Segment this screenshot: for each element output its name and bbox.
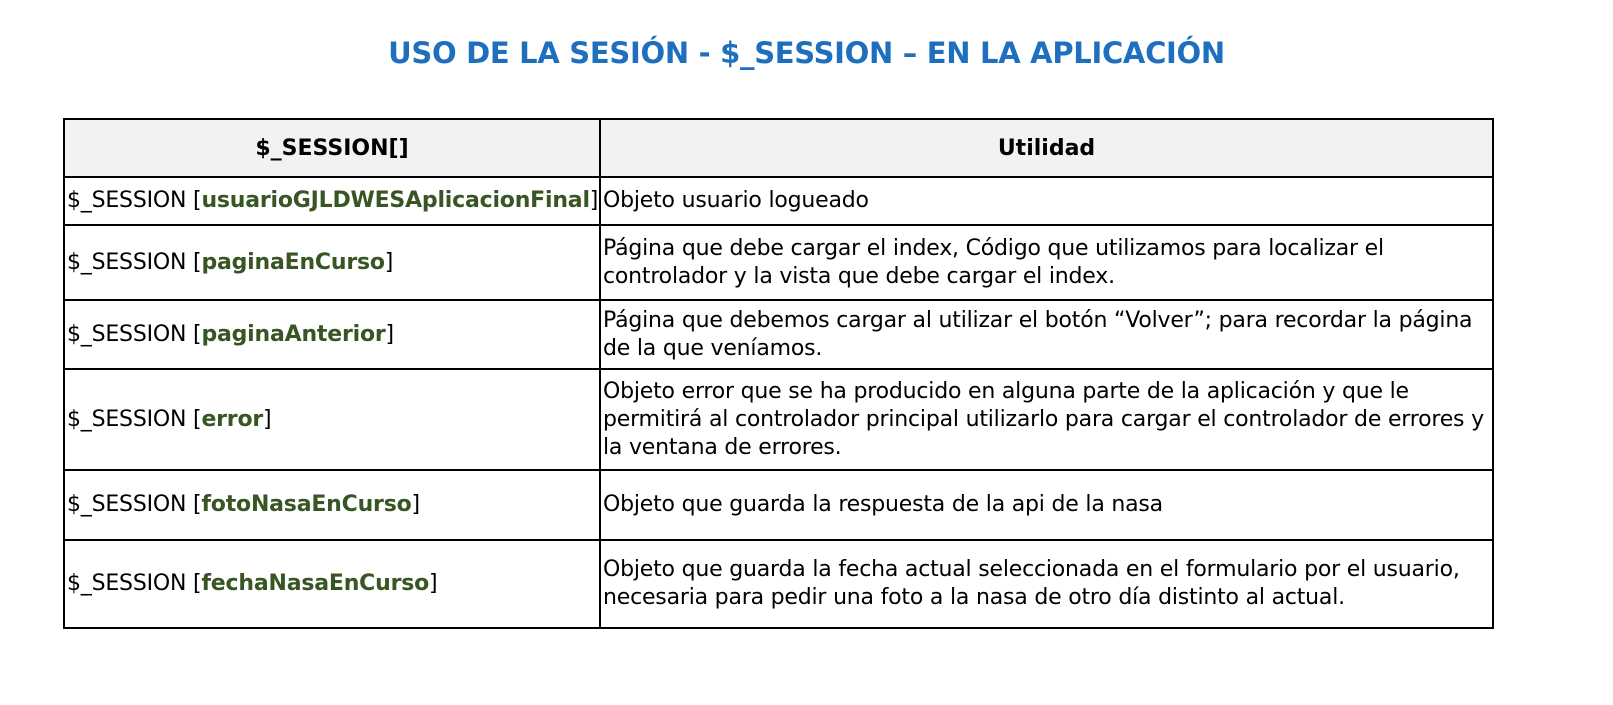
table-row — [64, 470, 1493, 540]
session-suffix: ] — [429, 571, 438, 596]
session-key-name: paginaEnCurso — [201, 249, 385, 275]
session-key-name: fechaNasaEnCurso — [201, 571, 430, 596]
session-key-name: fotoNasaEnCurso — [201, 492, 412, 517]
page-title: USO DE LA SESIÓN - $_SESSION – EN LA APLICACIÓN — [388, 36, 1225, 70]
session-key-name: paginaAnterior — [201, 321, 386, 347]
session-key-cell — [64, 300, 600, 369]
session-prefix: $_SESSION [ — [67, 406, 202, 432]
session-prefix: $_SESSION [ — [67, 492, 202, 517]
header-session-key: $_SESSION[] — [64, 119, 600, 177]
table-row — [64, 369, 1493, 470]
utility-cell: Página que debe cargar el index, Código que utilizamos para localizar el controlador y la vista que debe cargar el index. — [600, 225, 1493, 300]
utility-cell: Objeto error que se ha producido en alguna parte de la aplicación y que le permitirá al controlador principal utilizarlo para cargar el controlador de errores y la ventana de errores. — [600, 369, 1493, 470]
utility-cell: Objeto usuario logueado — [600, 177, 1493, 225]
utility-cell: Objeto que guarda la respuesta de la api de la nasa — [600, 470, 1493, 540]
session-prefix: $_SESSION [ — [67, 249, 202, 275]
session-prefix: $_SESSION [ — [67, 188, 202, 213]
session-suffix: ] — [589, 188, 599, 213]
session-table — [63, 118, 1494, 629]
session-key-name: usuarioGJLDWESAplicacionFinal — [201, 188, 590, 213]
session-key-cell — [64, 369, 600, 470]
session-suffix: ] — [384, 249, 394, 275]
session-key-cell — [64, 470, 600, 540]
header-utility: Utilidad — [600, 119, 1493, 177]
session-key-cell — [64, 225, 600, 300]
table-row — [64, 177, 1493, 225]
table-row — [64, 540, 1493, 628]
table-row — [64, 225, 1493, 300]
session-suffix: ] — [263, 406, 272, 432]
session-key-name: error — [201, 406, 264, 432]
session-suffix: ] — [411, 492, 420, 517]
session-key-cell — [64, 540, 600, 628]
utility-cell: Página que debemos cargar al utilizar el botón “Volver”; para recordar la página de la que veníamos. — [600, 300, 1493, 369]
table-row — [64, 300, 1493, 369]
utility-cell: Objeto que guarda la fecha actual seleccionada en el formulario por el usuario, necesaria para pedir una foto a la nasa de otro día distinto al actual. — [600, 540, 1493, 628]
session-prefix: $_SESSION [ — [67, 321, 202, 347]
session-key-cell — [64, 177, 600, 225]
session-prefix: $_SESSION [ — [67, 571, 202, 596]
session-suffix: ] — [385, 321, 394, 347]
table-header-row — [64, 119, 1493, 177]
